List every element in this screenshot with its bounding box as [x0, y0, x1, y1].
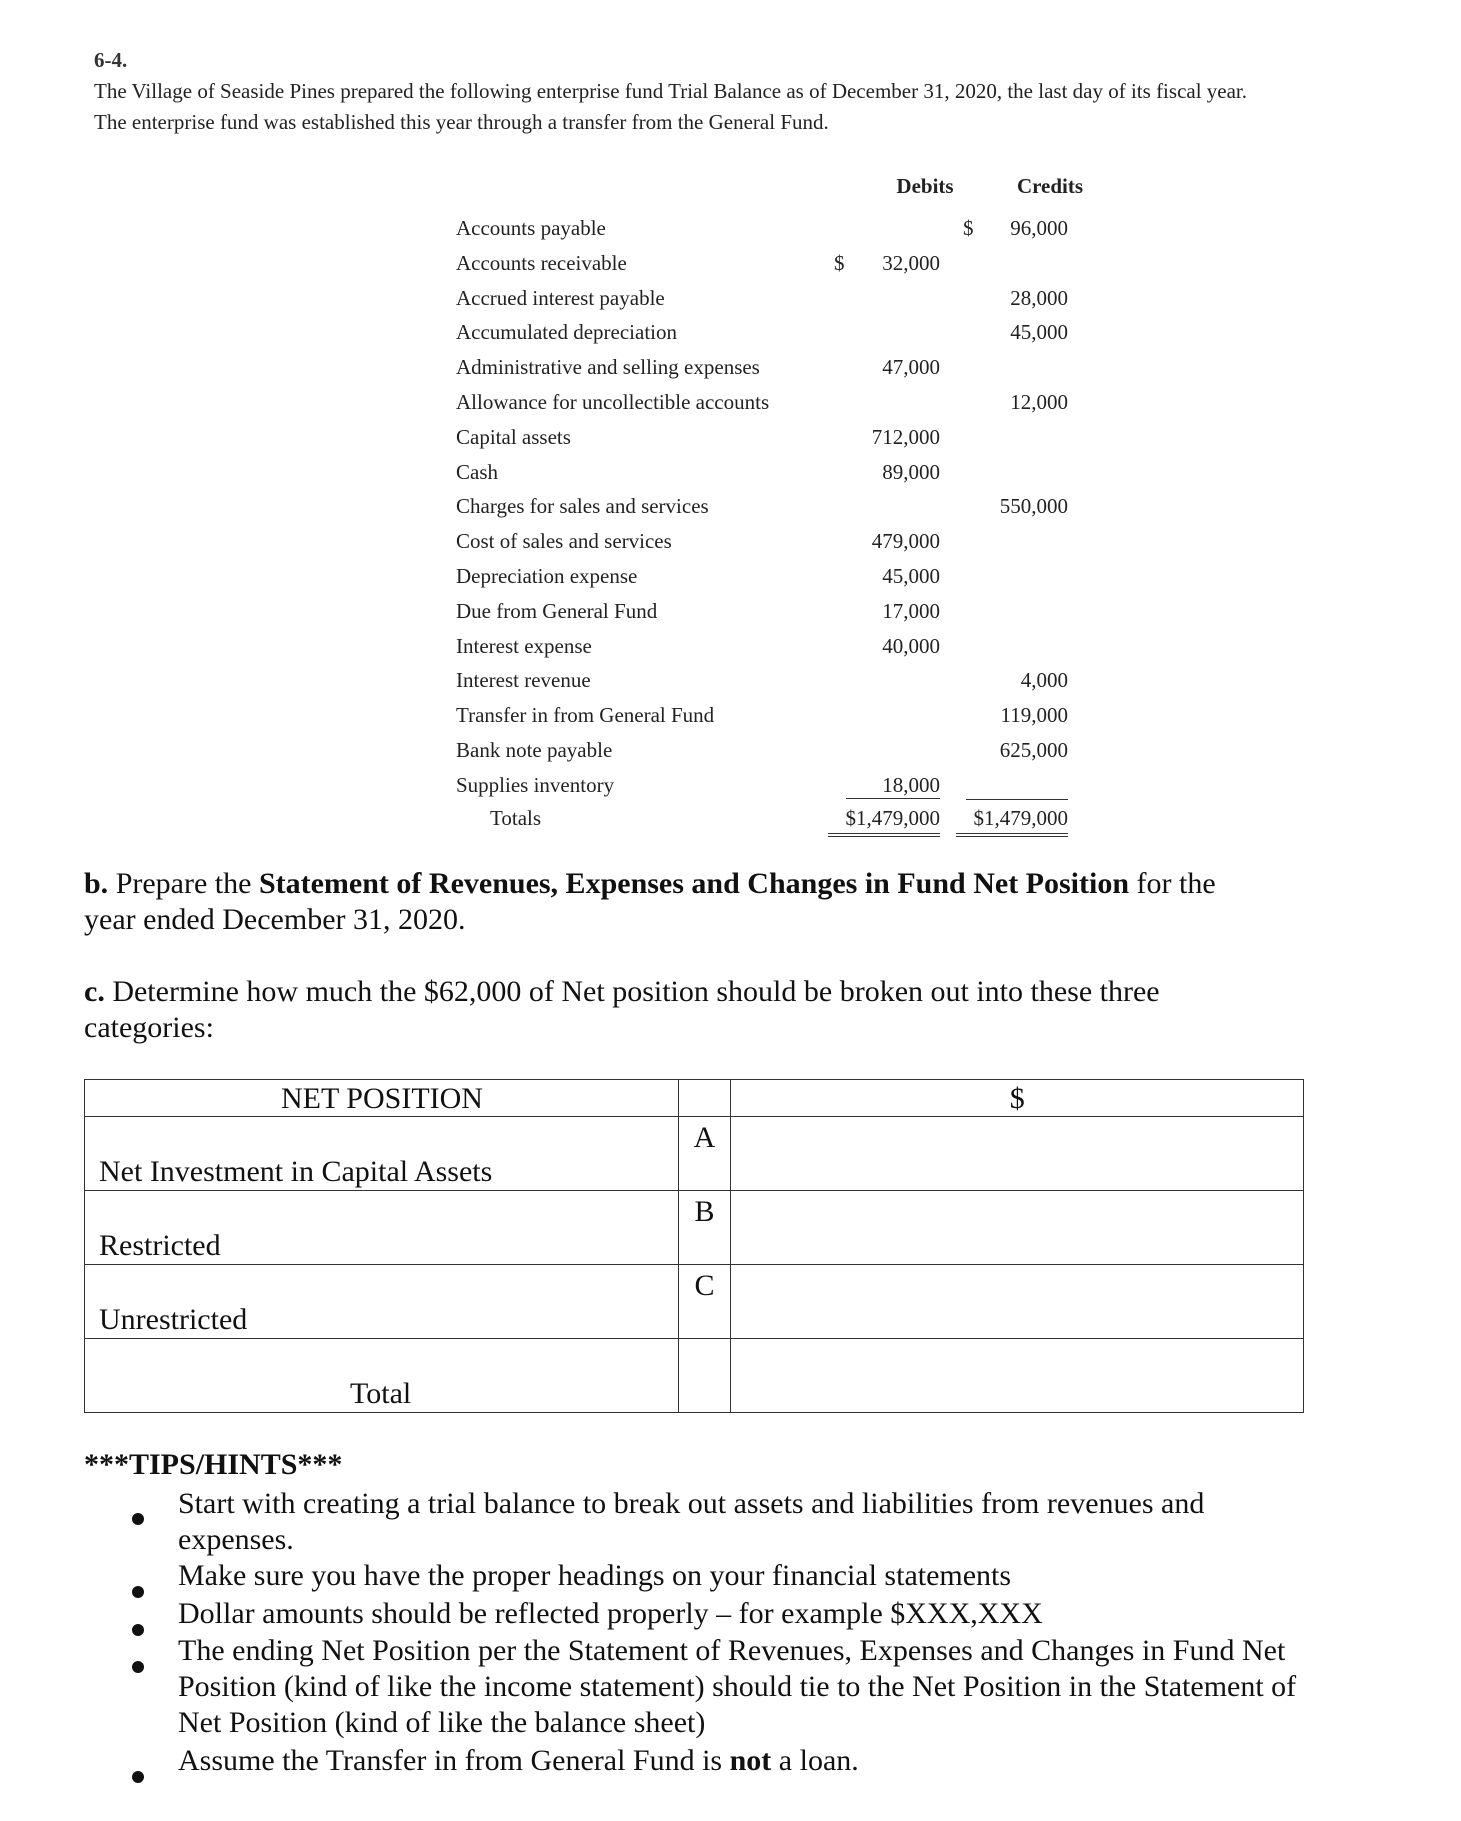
table-row-total: [85, 1339, 1304, 1413]
debit-amount: 89,000: [882, 460, 940, 484]
account-name: Capital assets: [456, 425, 571, 449]
bullet-icon: [132, 1771, 144, 1783]
part-b-instruction: [84, 866, 1324, 938]
table-row: [85, 1265, 1304, 1339]
credit-amount: 625,000: [999, 738, 1068, 762]
row-label: Restricted: [99, 1229, 221, 1262]
net-position-header-cell: [85, 1080, 679, 1117]
account-name: Allowance for uncollectible accounts: [456, 390, 770, 414]
net-position-table: [84, 1079, 1304, 1413]
row-letter-cell: [678, 1265, 731, 1339]
answer-cell-c[interactable]: [731, 1265, 1304, 1339]
account-name: Accrued interest payable: [456, 286, 665, 310]
account-name: Depreciation expense: [456, 564, 638, 588]
problem-number: 6-4.: [94, 48, 128, 72]
credit-amount: [966, 773, 1068, 800]
intro-text-line-1: The Village of Seaside Pines prepared the following enterprise fund Trial Balance as of December 31, 2020, the last day of its fiscal year.: [94, 79, 1248, 103]
account-name: Interest revenue: [456, 668, 591, 692]
total-label: Total: [350, 1377, 412, 1410]
debit-amount: 479,000: [871, 529, 940, 553]
row-letter-cell: [678, 1117, 731, 1191]
total-credits: $1,479,000: [956, 806, 1068, 837]
account-name: Interest expense: [456, 634, 592, 658]
tip-item: Start with creating a trial balance to break out assets and liabilities from revenues and expenses.: [178, 1487, 1205, 1556]
part-b-line-2: year ended December 31, 2020.: [84, 903, 466, 936]
net-position-header-value-cell: [731, 1080, 1304, 1117]
tip-item: Make sure you have the proper headings on your financial statements: [178, 1559, 1012, 1592]
account-name: Accounts receivable: [456, 251, 627, 275]
row-letter-cell: [678, 1191, 731, 1265]
credit-amount: 550,000: [999, 494, 1068, 518]
account-name: Supplies inventory: [456, 773, 615, 797]
tip-text-pre: Assume the Transfer in from General Fund is: [178, 1744, 730, 1777]
net-position-header: NET POSITION: [281, 1082, 483, 1115]
credit-dollar-sign: $: [963, 216, 974, 240]
row-label-cell: [85, 1117, 679, 1191]
row-letter: C: [694, 1269, 715, 1302]
tip-text-post: a loan.: [771, 1744, 859, 1777]
account-name: Transfer in from General Fund: [456, 703, 715, 727]
account-name: Cash: [456, 460, 498, 484]
account-name: Cost of sales and services: [456, 529, 672, 553]
credit-amount: 28,000: [1010, 286, 1068, 310]
debit-amount: 32,000: [882, 251, 940, 275]
credit-amount: 45,000: [1010, 320, 1068, 344]
answer-cell-a[interactable]: [731, 1117, 1304, 1191]
credit-amount: 4,000: [1020, 668, 1068, 692]
row-label: Unrestricted: [99, 1303, 248, 1336]
totals-label: Totals: [490, 806, 542, 830]
intro-text-line-2: The enterprise fund was established this year through a transfer from the General Fund.: [94, 110, 829, 134]
debit-amount: 18,000: [846, 773, 940, 799]
row-letter: A: [693, 1121, 716, 1154]
part-c-instruction: [84, 974, 1324, 1046]
part-c-letter: c.: [84, 975, 105, 1008]
tip-item: The ending Net Position per the Statement of Revenues, Expenses and Changes in Fund Net Position (kind of like the income statement) should tie to the Net Position in the Statement of Net Position (kind of like the balance sheet): [178, 1634, 1297, 1739]
part-b-statement-name: Statement of Revenues, Expenses and Changes in Fund Net Position: [258, 867, 1130, 900]
part-c-line-2: categories:: [84, 1011, 214, 1044]
part-b-text-2: for the: [1129, 867, 1216, 900]
account-name: Administrative and selling expenses: [456, 355, 760, 379]
debit-amount: 45,000: [882, 564, 940, 588]
answer-cell-total[interactable]: [731, 1339, 1304, 1413]
row-label-cell: [85, 1191, 679, 1265]
credit-amount: 12,000: [1010, 390, 1068, 414]
account-name: Accumulated depreciation: [456, 320, 677, 344]
debit-amount: 712,000: [871, 425, 940, 449]
credits-header: Credits: [1016, 174, 1084, 198]
account-name: Due from General Fund: [456, 599, 658, 623]
bullet-icon: [132, 1586, 144, 1598]
table-row: [85, 1191, 1304, 1265]
part-c-line-1: Determine how much the $62,000 of Net position should be broken out into these three: [104, 975, 1160, 1008]
part-b-letter: b.: [84, 867, 109, 900]
row-label-cell: [85, 1339, 679, 1413]
debit-dollar-sign: $: [834, 251, 845, 275]
net-position-dollar-header: $: [1009, 1082, 1025, 1115]
tip-text-bold: not: [729, 1744, 772, 1777]
net-position-header-row: [85, 1080, 1304, 1117]
credit-amount: 119,000: [1000, 703, 1068, 727]
row-label-cell: [85, 1265, 679, 1339]
account-name: Charges for sales and services: [456, 494, 709, 518]
total-debits: $1,479,000: [828, 806, 940, 837]
debits-header: Debits: [896, 174, 954, 198]
bullet-icon: [132, 1661, 144, 1673]
row-letter: B: [694, 1195, 715, 1228]
account-name: Bank note payable: [456, 738, 613, 762]
row-letter-cell: [678, 1339, 731, 1413]
part-b-text-1: Prepare the: [108, 867, 259, 900]
tip-item-transfer: [178, 1743, 1308, 1779]
table-row: [85, 1117, 1304, 1191]
net-position-header-letter-cell: [678, 1080, 731, 1117]
row-label: Net Investment in Capital Assets: [99, 1155, 493, 1188]
answer-cell-b[interactable]: [731, 1191, 1304, 1265]
tips-title: ***TIPS/HINTS***: [84, 1448, 343, 1481]
debit-amount: 17,000: [882, 599, 940, 623]
tip-item: Dollar amounts should be reflected properly – for example $XXX,XXX: [178, 1597, 1043, 1630]
bullet-icon: [132, 1624, 144, 1636]
debit-amount: 40,000: [882, 634, 940, 658]
credit-amount: 96,000: [1010, 216, 1068, 240]
debit-amount: 47,000: [882, 355, 940, 379]
account-name: Accounts payable: [456, 216, 606, 240]
bullet-icon: [132, 1513, 144, 1525]
